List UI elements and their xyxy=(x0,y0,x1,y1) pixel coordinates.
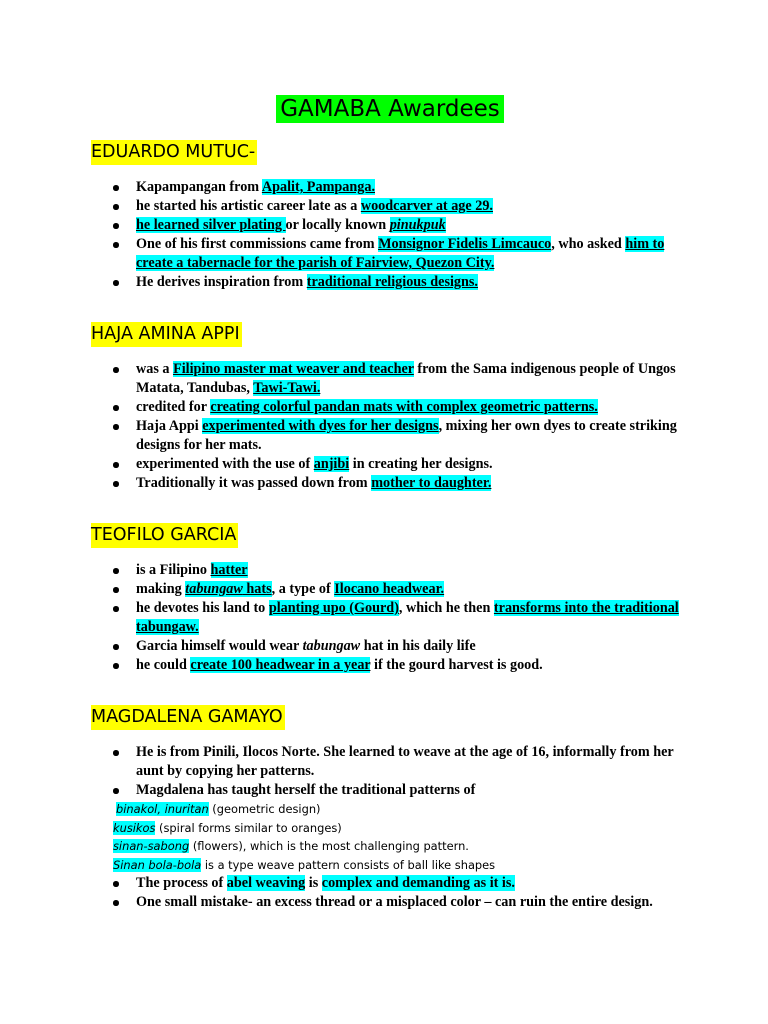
text-run: , mixing her own dyes to create striking designs for her mats. xyxy=(136,418,677,453)
highlighted-text: abel weaving xyxy=(226,875,306,891)
pattern-description: (spiral forms similar to oranges) xyxy=(155,820,342,835)
highlighted-text: Apalit, Pampanga. xyxy=(261,179,375,195)
bullet-list xyxy=(92,360,688,493)
bullet-list xyxy=(92,743,688,800)
highlighted-text: hatter xyxy=(210,562,248,578)
highlighted-text: him to create a tabernacle for the parish of Fairview, Quezon City. xyxy=(136,236,665,271)
highlighted-text: mother to daughter. xyxy=(371,475,492,491)
bullet-icon xyxy=(113,242,119,248)
highlighted-text: woodcarver at age 29. xyxy=(360,198,493,214)
text-run: tabungaw xyxy=(302,638,361,654)
bullet-icon xyxy=(113,644,119,650)
text-run: , who asked xyxy=(551,236,626,252)
pattern-line xyxy=(116,800,688,819)
text-run: is xyxy=(305,875,322,891)
list-item xyxy=(92,273,688,292)
text-run: Kapampangan from xyxy=(136,179,262,195)
highlighted-text: creating colorful pandan mats with complex geometric patterns. xyxy=(210,399,598,415)
text-run: Magdalena has taught herself the traditional patterns of xyxy=(136,782,476,798)
list-item xyxy=(92,178,688,197)
text-run: from the Sama indigenous people of Ungos Matata, Tandubas, xyxy=(136,361,676,396)
pattern-name: Sinan bola-bola xyxy=(113,857,202,872)
highlighted-text: planting upo (Gourd) xyxy=(268,600,399,616)
list-item xyxy=(92,561,688,580)
text-run: he could xyxy=(136,657,191,673)
list-item xyxy=(92,656,688,675)
document-title xyxy=(92,92,688,126)
section-magdalena-gamayo xyxy=(92,705,688,912)
text-run: Garcia himself would wear xyxy=(136,638,303,654)
list-item xyxy=(92,874,688,893)
section-heading: TEOFILO GARCIA xyxy=(91,523,238,548)
bullet-icon xyxy=(113,367,119,373)
highlighted-text: create 100 headwear in a year xyxy=(190,657,371,673)
highlighted-text: experimented with dyes for her designs xyxy=(202,418,439,434)
highlighted-text: Monsignor Fidelis Limcauco xyxy=(378,236,552,252)
list-item xyxy=(92,398,688,417)
list-item xyxy=(92,580,688,599)
text-run: , which he then xyxy=(398,600,494,616)
bullet-icon xyxy=(113,405,119,411)
list-item xyxy=(92,417,688,455)
pattern-description: is a type weave pattern consists of ball like shapes xyxy=(201,857,496,872)
list-item xyxy=(92,197,688,216)
pattern-name: sinan-sabong xyxy=(113,839,190,853)
bullet-icon xyxy=(113,663,119,669)
document-title-text: GAMABA Awardees xyxy=(276,95,504,123)
list-item xyxy=(92,235,688,273)
bullet-icon xyxy=(113,223,119,229)
highlighted-text: complex and demanding as it is. xyxy=(321,875,515,891)
highlighted-text: Tawi-Tawi. xyxy=(253,380,321,396)
text-run: or locally known xyxy=(285,217,390,233)
text-run: making xyxy=(136,581,186,597)
pattern-description: (geometric design) xyxy=(208,802,321,816)
text-run: The process of xyxy=(136,875,227,891)
text-run: experimented with the use of xyxy=(136,456,314,472)
list-item xyxy=(92,781,688,800)
bullet-icon xyxy=(113,462,119,468)
bullet-list xyxy=(92,178,688,292)
list-item xyxy=(92,474,688,493)
list-item xyxy=(92,216,688,235)
list-item xyxy=(92,360,688,398)
text-run: Traditionally it was passed down from xyxy=(136,475,372,491)
bullet-icon xyxy=(113,750,119,756)
highlighted-text: tabungaw xyxy=(185,581,243,597)
bullet-icon xyxy=(113,587,119,593)
section-eduardo-mutuc xyxy=(92,140,688,292)
text-run: was a xyxy=(136,361,174,377)
section-teofilo-garcia xyxy=(92,523,688,675)
pattern-list xyxy=(92,800,688,874)
text-run: He is from Pinili, Ilocos Norte. She learned to weave at the age of 16, informally from her aunt by copying her patterns. xyxy=(136,744,674,779)
text-run: One of his first commissions came from xyxy=(136,236,379,252)
highlighted-text: Ilocano headwear. xyxy=(334,581,445,597)
section-haja-amina-appi xyxy=(92,322,688,493)
bullet-icon xyxy=(113,481,119,487)
list-item xyxy=(92,893,688,912)
text-run: he devotes his land to xyxy=(136,600,269,616)
highlighted-text: he learned silver plating xyxy=(136,217,286,233)
pattern-line xyxy=(113,837,688,856)
highlighted-text: anjibi xyxy=(313,456,350,472)
highlighted-text: hats xyxy=(242,581,272,597)
bullet-icon xyxy=(113,204,119,210)
section-heading: HAJA AMINA APPI xyxy=(91,322,242,347)
text-run: is a Filipino xyxy=(136,562,211,578)
section-heading: EDUARDO MUTUC- xyxy=(91,140,257,165)
bullet-icon xyxy=(113,606,119,612)
text-run: He derives inspiration from xyxy=(136,274,307,290)
section-heading: MAGDALENA GAMAYO xyxy=(91,705,285,730)
text-run: in creating her designs. xyxy=(349,456,493,472)
bullet-icon xyxy=(113,788,119,794)
pattern-line xyxy=(113,819,688,838)
highlighted-text: transforms into the traditional tabungaw. xyxy=(136,600,679,635)
bullet-list xyxy=(92,561,688,675)
list-item xyxy=(92,743,688,781)
text-run: , a type of xyxy=(271,581,335,597)
text-run: hat in his daily life xyxy=(360,638,476,654)
list-item xyxy=(92,599,688,637)
pattern-name: kusikos xyxy=(113,820,156,835)
list-item xyxy=(92,637,688,656)
bullet-icon xyxy=(113,424,119,430)
pattern-line xyxy=(113,856,688,875)
pattern-name: binakol, inuritan xyxy=(116,802,209,816)
text-run: credited for xyxy=(136,399,211,415)
bullet-icon xyxy=(113,280,119,286)
text-run: if the gourd harvest is good. xyxy=(370,657,543,673)
highlighted-text: Filipino master mat weaver and teacher xyxy=(173,361,414,377)
bullet-icon xyxy=(113,900,119,906)
bullet-icon xyxy=(113,881,119,887)
highlighted-text: traditional religious designs. xyxy=(306,274,478,290)
bullet-icon xyxy=(113,185,119,191)
pattern-description: (flowers), which is the most challenging pattern. xyxy=(189,839,469,853)
text-run: One small mistake- an excess thread or a misplaced color – can ruin the entire design. xyxy=(136,894,653,910)
list-item xyxy=(92,455,688,474)
highlighted-text: pinukpuk xyxy=(389,217,446,233)
text-run: Haja Appi xyxy=(136,418,203,434)
bullet-list xyxy=(92,874,688,912)
text-run: he started his artistic career late as a xyxy=(136,198,361,214)
bullet-icon xyxy=(113,568,119,574)
